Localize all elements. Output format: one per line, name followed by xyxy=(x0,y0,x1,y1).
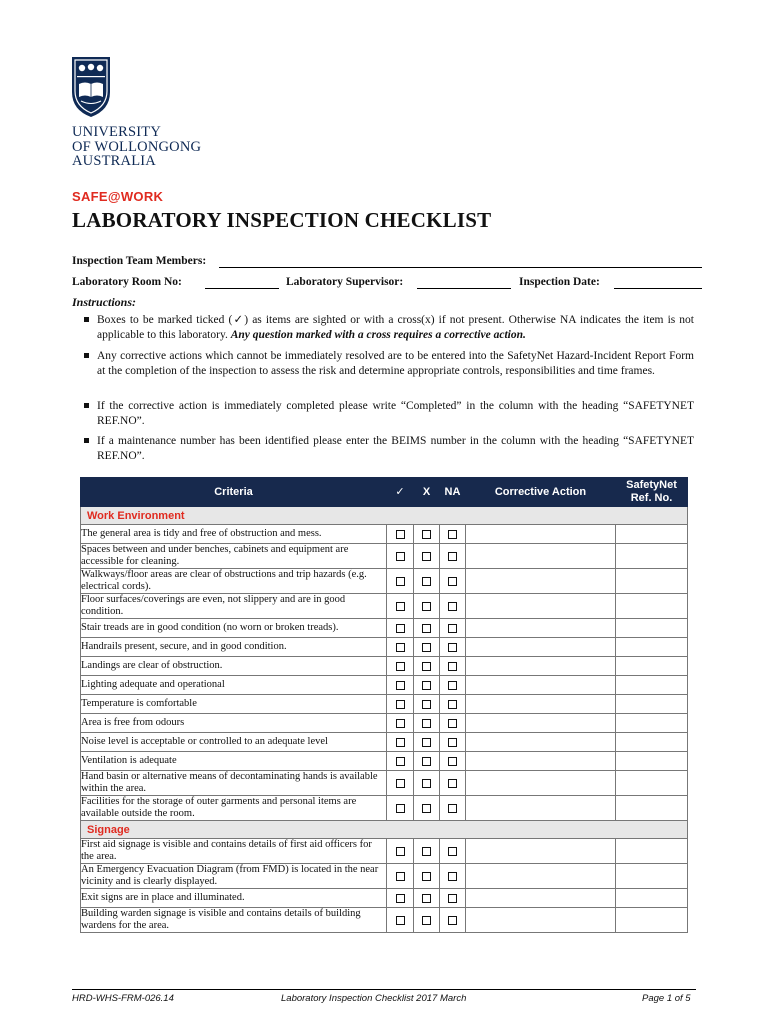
cross-checkbox[interactable] xyxy=(422,577,431,586)
criteria-cell: Noise level is acceptable or controlled to an adequate level xyxy=(81,733,387,752)
cross-cell xyxy=(414,796,440,821)
safetynet-ref-cell[interactable] xyxy=(616,752,688,771)
table-row xyxy=(81,594,688,619)
table-row xyxy=(81,695,688,714)
table-row xyxy=(81,657,688,676)
na-checkbox[interactable] xyxy=(448,643,457,652)
tick-checkbox[interactable] xyxy=(396,662,405,671)
safe-at-work-label: SAFE@WORK xyxy=(72,189,164,204)
table-row xyxy=(81,638,688,657)
wordmark-line-1: UNIVERSITY xyxy=(72,124,161,140)
corrective-action-cell[interactable] xyxy=(466,733,616,752)
table-row xyxy=(81,771,688,796)
na-cell xyxy=(440,525,466,544)
criteria-cell: Floor surfaces/coverings are even, not slippery and are in good condition. xyxy=(81,594,387,619)
corrective-action-cell[interactable] xyxy=(466,619,616,638)
criteria-cell: The general area is tidy and free of obstruction and mess. xyxy=(81,525,387,544)
corrective-action-cell[interactable] xyxy=(466,889,616,908)
na-checkbox[interactable] xyxy=(448,916,457,925)
safetynet-header-line-1: SafetyNet xyxy=(626,479,677,491)
corrective-action-cell[interactable] xyxy=(466,594,616,619)
safetynet-ref-cell[interactable] xyxy=(616,544,688,569)
tick-cell xyxy=(387,676,414,695)
cross-checkbox[interactable] xyxy=(422,719,431,728)
cross-cell xyxy=(414,676,440,695)
bullet-icon xyxy=(84,353,89,358)
cross-checkbox[interactable] xyxy=(422,738,431,747)
table-row xyxy=(81,752,688,771)
cross-cell xyxy=(414,544,440,569)
na-cell xyxy=(440,864,466,889)
criteria-cell: Spaces between and under benches, cabinets and equipment are accessible for cleaning. xyxy=(81,544,387,569)
na-cell xyxy=(440,569,466,594)
cross-cell xyxy=(414,525,440,544)
tick-checkbox[interactable] xyxy=(396,916,405,925)
tick-cell xyxy=(387,544,414,569)
criteria-cell: First aid signage is visible and contains details of first aid officers for the area. xyxy=(81,839,387,864)
cross-cell xyxy=(414,638,440,657)
table-row xyxy=(81,676,688,695)
tick-checkbox[interactable] xyxy=(396,779,405,788)
na-checkbox[interactable] xyxy=(448,738,457,747)
tick-cell xyxy=(387,638,414,657)
corrective-action-cell[interactable] xyxy=(466,714,616,733)
table-header-row xyxy=(81,478,688,507)
tick-checkbox[interactable] xyxy=(396,624,405,633)
na-checkbox[interactable] xyxy=(448,872,457,881)
team-members-field[interactable] xyxy=(219,267,702,268)
table-row xyxy=(81,839,688,864)
na-cell xyxy=(440,544,466,569)
criteria-cell: Lighting adequate and operational xyxy=(81,676,387,695)
tick-checkbox[interactable] xyxy=(396,872,405,881)
tick-checkbox[interactable] xyxy=(396,700,405,709)
cross-checkbox[interactable] xyxy=(422,757,431,766)
footer-divider xyxy=(72,989,696,990)
supervisor-field[interactable] xyxy=(417,288,511,289)
table-row xyxy=(81,525,688,544)
safetynet-ref-cell[interactable] xyxy=(616,676,688,695)
tick-cell xyxy=(387,908,414,933)
na-checkbox[interactable] xyxy=(448,552,457,561)
cross-checkbox[interactable] xyxy=(422,681,431,690)
tick-cell xyxy=(387,796,414,821)
safetynet-ref-cell[interactable] xyxy=(616,864,688,889)
na-checkbox[interactable] xyxy=(448,602,457,611)
criteria-cell: Temperature is comfortable xyxy=(81,695,387,714)
na-cell xyxy=(440,619,466,638)
safetynet-ref-cell[interactable] xyxy=(616,733,688,752)
room-no-label: Laboratory Room No: xyxy=(72,276,182,288)
tick-checkbox[interactable] xyxy=(396,738,405,747)
corrective-action-cell[interactable] xyxy=(466,796,616,821)
corrective-action-cell[interactable] xyxy=(466,657,616,676)
criteria-cell: Stair treads are in good condition (no worn or broken treads). xyxy=(81,619,387,638)
na-checkbox[interactable] xyxy=(448,681,457,690)
tick-cell xyxy=(387,733,414,752)
bullet-icon xyxy=(84,317,89,322)
na-cell xyxy=(440,594,466,619)
inspection-date-field[interactable] xyxy=(614,288,702,289)
cross-checkbox[interactable] xyxy=(422,624,431,633)
na-cell xyxy=(440,714,466,733)
instruction-text: If a maintenance number has been identified please enter the BEIMS number in the column with the heading “SAFETYNET REF.NO”. xyxy=(97,435,694,462)
table-row xyxy=(81,908,688,933)
safetynet-ref-cell[interactable] xyxy=(616,695,688,714)
tick-checkbox[interactable] xyxy=(396,847,405,856)
table-row xyxy=(81,733,688,752)
wordmark-line-3: AUSTRALIA xyxy=(72,153,156,169)
section-row xyxy=(81,507,688,525)
safetynet-header-line-2: Ref. No. xyxy=(630,492,673,504)
na-cell xyxy=(440,676,466,695)
instruction-bullet xyxy=(82,434,694,463)
corrective-action-cell[interactable] xyxy=(466,864,616,889)
na-checkbox[interactable] xyxy=(448,719,457,728)
na-cell xyxy=(440,889,466,908)
university-crest-logo xyxy=(71,56,111,118)
cross-cell xyxy=(414,889,440,908)
tick-checkbox[interactable] xyxy=(396,681,405,690)
bullet-icon xyxy=(84,438,89,443)
cross-cell xyxy=(414,864,440,889)
supervisor-label: Laboratory Supervisor: xyxy=(286,276,404,288)
na-cell xyxy=(440,839,466,864)
safetynet-column-header xyxy=(616,478,688,507)
criteria-cell: Building warden signage is visible and contains details of building wardens for the area. xyxy=(81,908,387,933)
safetynet-ref-cell[interactable] xyxy=(616,839,688,864)
cross-cell xyxy=(414,695,440,714)
tick-cell xyxy=(387,839,414,864)
instruction-text: Any corrective actions which cannot be immediately resolved are to be entered into the SafetyNet Hazard-Incident Report Form at the completion of the inspection to assess the risk and determine appropriate controls, responsibilities and time frames. xyxy=(97,350,694,377)
cross-checkbox[interactable] xyxy=(422,643,431,652)
cross-checkbox[interactable] xyxy=(422,872,431,881)
na-checkbox[interactable] xyxy=(448,662,457,671)
footer-doc-name: Laboratory Inspection Checklist 2017 March xyxy=(281,993,467,1004)
safetynet-ref-cell[interactable] xyxy=(616,638,688,657)
room-no-field[interactable] xyxy=(205,288,279,289)
corrective-action-cell[interactable] xyxy=(466,569,616,594)
cross-cell xyxy=(414,908,440,933)
tick-cell xyxy=(387,525,414,544)
safetynet-ref-cell[interactable] xyxy=(616,771,688,796)
safetynet-ref-cell[interactable] xyxy=(616,594,688,619)
safetynet-ref-cell[interactable] xyxy=(616,714,688,733)
na-checkbox[interactable] xyxy=(448,700,457,709)
tick-cell xyxy=(387,695,414,714)
section-heading: Work Environment xyxy=(81,507,688,525)
corrective-action-cell[interactable] xyxy=(466,695,616,714)
table-row xyxy=(81,889,688,908)
bullet-icon xyxy=(84,403,89,408)
cross-checkbox[interactable] xyxy=(422,847,431,856)
cross-checkbox[interactable] xyxy=(422,916,431,925)
safetynet-ref-cell[interactable] xyxy=(616,569,688,594)
instruction-bullet xyxy=(82,349,694,378)
checklist-body xyxy=(81,507,688,933)
tick-cell xyxy=(387,864,414,889)
na-cell xyxy=(440,908,466,933)
cross-checkbox[interactable] xyxy=(422,662,431,671)
safetynet-ref-cell[interactable] xyxy=(616,619,688,638)
cross-checkbox[interactable] xyxy=(422,779,431,788)
corrective-action-cell[interactable] xyxy=(466,525,616,544)
safetynet-ref-cell[interactable] xyxy=(616,796,688,821)
tick-checkbox[interactable] xyxy=(396,757,405,766)
cross-checkbox[interactable] xyxy=(422,700,431,709)
tick-checkbox[interactable] xyxy=(396,577,405,586)
cross-cell xyxy=(414,733,440,752)
criteria-cell: Walkways/floor areas are clear of obstructions and trip hazards (e.g. electrical cords). xyxy=(81,569,387,594)
cross-cell xyxy=(414,619,440,638)
criteria-cell: Handrails present, secure, and in good condition. xyxy=(81,638,387,657)
criteria-cell: Facilities for the storage of outer garments and personal items are available outside the room. xyxy=(81,796,387,821)
na-checkbox[interactable] xyxy=(448,779,457,788)
na-checkbox[interactable] xyxy=(448,624,457,633)
instruction-text: Boxes to be marked ticked (✓) as items are sighted or with a cross(x) if not present. Otherwise NA indicates the item is not applicable to this laboratory. xyxy=(97,314,694,341)
tick-cell xyxy=(387,771,414,796)
instruction-text: If the corrective action is immediately completed please write “Completed” in the column with the heading “SAFETYNET REF.NO”. xyxy=(97,400,694,427)
corrective-action-cell[interactable] xyxy=(466,908,616,933)
table-row xyxy=(81,619,688,638)
table-row xyxy=(81,864,688,889)
cross-cell xyxy=(414,752,440,771)
footer-doc-code: HRD-WHS-FRM-026.14 xyxy=(72,993,174,1004)
tick-column-header: ✓ xyxy=(387,478,414,507)
na-cell xyxy=(440,752,466,771)
na-cell xyxy=(440,771,466,796)
section-row xyxy=(81,821,688,839)
tick-cell xyxy=(387,569,414,594)
tick-checkbox[interactable] xyxy=(396,894,405,903)
safetynet-ref-cell[interactable] xyxy=(616,657,688,676)
instruction-bullet xyxy=(82,399,694,428)
na-cell xyxy=(440,796,466,821)
cross-checkbox[interactable] xyxy=(422,602,431,611)
corrective-action-cell[interactable] xyxy=(466,771,616,796)
criteria-column-header: Criteria xyxy=(81,478,387,507)
criteria-cell: Area is free from odours xyxy=(81,714,387,733)
cross-cell xyxy=(414,714,440,733)
criteria-cell: Hand basin or alternative means of decontaminating hands is available within the area. xyxy=(81,771,387,796)
tick-cell xyxy=(387,714,414,733)
cross-checkbox[interactable] xyxy=(422,894,431,903)
tick-checkbox[interactable] xyxy=(396,530,405,539)
safetynet-ref-cell[interactable] xyxy=(616,908,688,933)
corrective-action-cell[interactable] xyxy=(466,676,616,695)
table-row xyxy=(81,544,688,569)
na-checkbox[interactable] xyxy=(448,894,457,903)
cross-checkbox[interactable] xyxy=(422,552,431,561)
table-row xyxy=(81,796,688,821)
criteria-cell: An Emergency Evacuation Diagram (from FMD) is located in the near vicinity and is clearly displayed. xyxy=(81,864,387,889)
na-cell xyxy=(440,657,466,676)
table-row xyxy=(81,569,688,594)
tick-cell xyxy=(387,594,414,619)
safetynet-ref-cell[interactable] xyxy=(616,889,688,908)
document-title: LABORATORY INSPECTION CHECKLIST xyxy=(72,208,492,232)
tick-checkbox[interactable] xyxy=(396,643,405,652)
tick-checkbox[interactable] xyxy=(396,804,405,813)
wordmark-line-2: OF WOLLONGONG xyxy=(72,138,202,155)
criteria-cell: Landings are clear of obstruction. xyxy=(81,657,387,676)
cross-checkbox[interactable] xyxy=(422,530,431,539)
corrective-action-cell[interactable] xyxy=(466,839,616,864)
tick-checkbox[interactable] xyxy=(396,719,405,728)
corrective-action-column-header: Corrective Action xyxy=(466,478,616,507)
footer-page-number: Page 1 of 5 xyxy=(642,993,691,1004)
university-wordmark xyxy=(72,125,201,169)
na-checkbox[interactable] xyxy=(448,847,457,856)
cross-cell xyxy=(414,771,440,796)
corrective-action-cell[interactable] xyxy=(466,544,616,569)
checklist-table xyxy=(80,477,688,933)
safetynet-ref-cell[interactable] xyxy=(616,525,688,544)
tick-cell xyxy=(387,889,414,908)
inspection-date-label: Inspection Date: xyxy=(519,276,600,288)
tick-cell xyxy=(387,752,414,771)
instructions-heading: Instructions: xyxy=(72,295,137,309)
cross-cell xyxy=(414,657,440,676)
instruction-emphasis: Any question marked with a cross requires a corrective action. xyxy=(230,328,526,341)
instruction-bullet xyxy=(82,313,694,342)
cross-cell xyxy=(414,569,440,594)
na-cell xyxy=(440,695,466,714)
table-row xyxy=(81,714,688,733)
na-checkbox[interactable] xyxy=(448,530,457,539)
tick-checkbox[interactable] xyxy=(396,552,405,561)
section-heading: Signage xyxy=(81,821,688,839)
corrective-action-cell[interactable] xyxy=(466,752,616,771)
cross-cell xyxy=(414,594,440,619)
team-members-label: Inspection Team Members: xyxy=(72,255,207,267)
na-checkbox[interactable] xyxy=(448,804,457,813)
na-cell xyxy=(440,733,466,752)
tick-cell xyxy=(387,657,414,676)
na-column-header: NA xyxy=(440,478,466,507)
na-cell xyxy=(440,638,466,657)
tick-checkbox[interactable] xyxy=(396,602,405,611)
na-checkbox[interactable] xyxy=(448,577,457,586)
criteria-cell: Ventilation is adequate xyxy=(81,752,387,771)
cross-cell xyxy=(414,839,440,864)
tick-cell xyxy=(387,619,414,638)
cross-checkbox[interactable] xyxy=(422,804,431,813)
criteria-cell: Exit signs are in place and illuminated. xyxy=(81,889,387,908)
corrective-action-cell[interactable] xyxy=(466,638,616,657)
cross-column-header: X xyxy=(414,478,440,507)
na-checkbox[interactable] xyxy=(448,757,457,766)
